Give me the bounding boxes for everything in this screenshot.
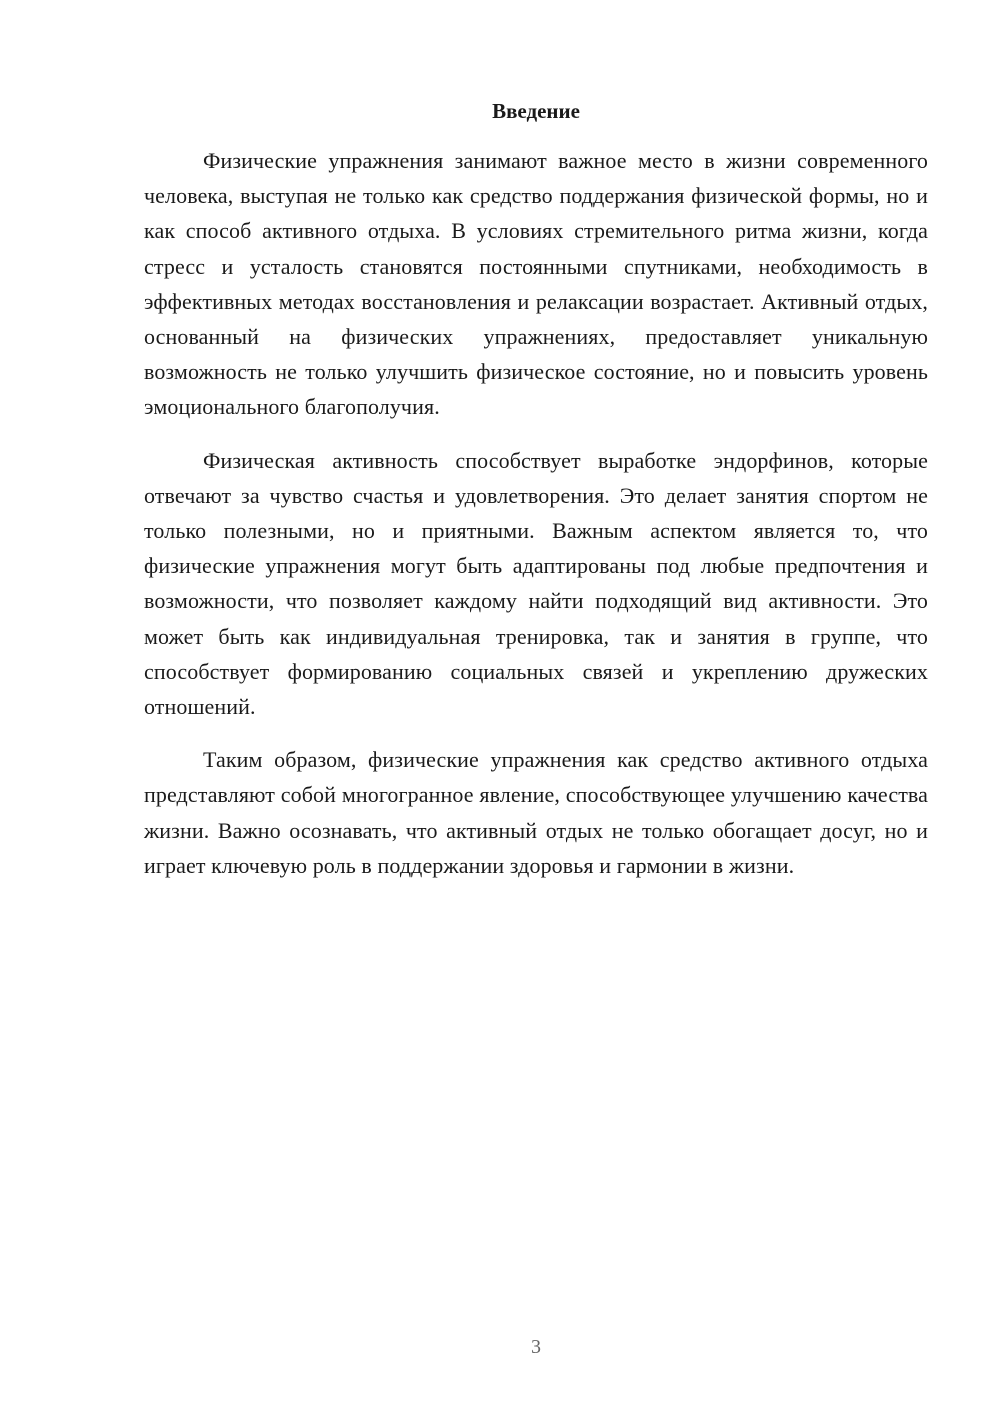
section-heading: Введение	[492, 99, 580, 123]
paragraph-2: Физическая активность способствует выработке эндорфинов, которые отвечают за чувство счастья и удовлетворения. Это делает занятия спортом не только полезными, но и приятными. Важным аспектом является то, что физические упражнения могут быть адаптированы под любые предпочтения и возможности, что позволяет каждому найти подходящий вид активности. Это может быть как индивидуальная тренировка, так и занятия в группе, что способствует формированию социальных связей и укреплению дружеских отношений.	[144, 447, 928, 720]
body-text	[144, 143, 928, 901]
paragraph-3: Таким образом, физические упражнения как средство активного отдыха представляют собой многогранное явление, способствующее улучшению качества жизни. Важно осознавать, что активный отдых не только обогащает досуг, но и играет ключевую роль в поддержании здоровья и гармонии в жизни.	[144, 747, 928, 878]
paragraph-1: Физические упражнения занимают важное место в жизни современного человека, выступая не только как средство поддержания физической формы, но и как способ активного отдыха. В условиях стремительного ритма жизни, когда стресс и усталость становятся постоянными спутниками, необходимость в эффективных методах восстановления и релаксации возрастает. Активный отдых, основанный на физических упражнениях, предоставляет уникальную возможность не только улучшить физическое состояние, но и повысить уровень эмоционального благополучия.	[144, 148, 928, 420]
page-number: 3	[531, 1336, 541, 1358]
